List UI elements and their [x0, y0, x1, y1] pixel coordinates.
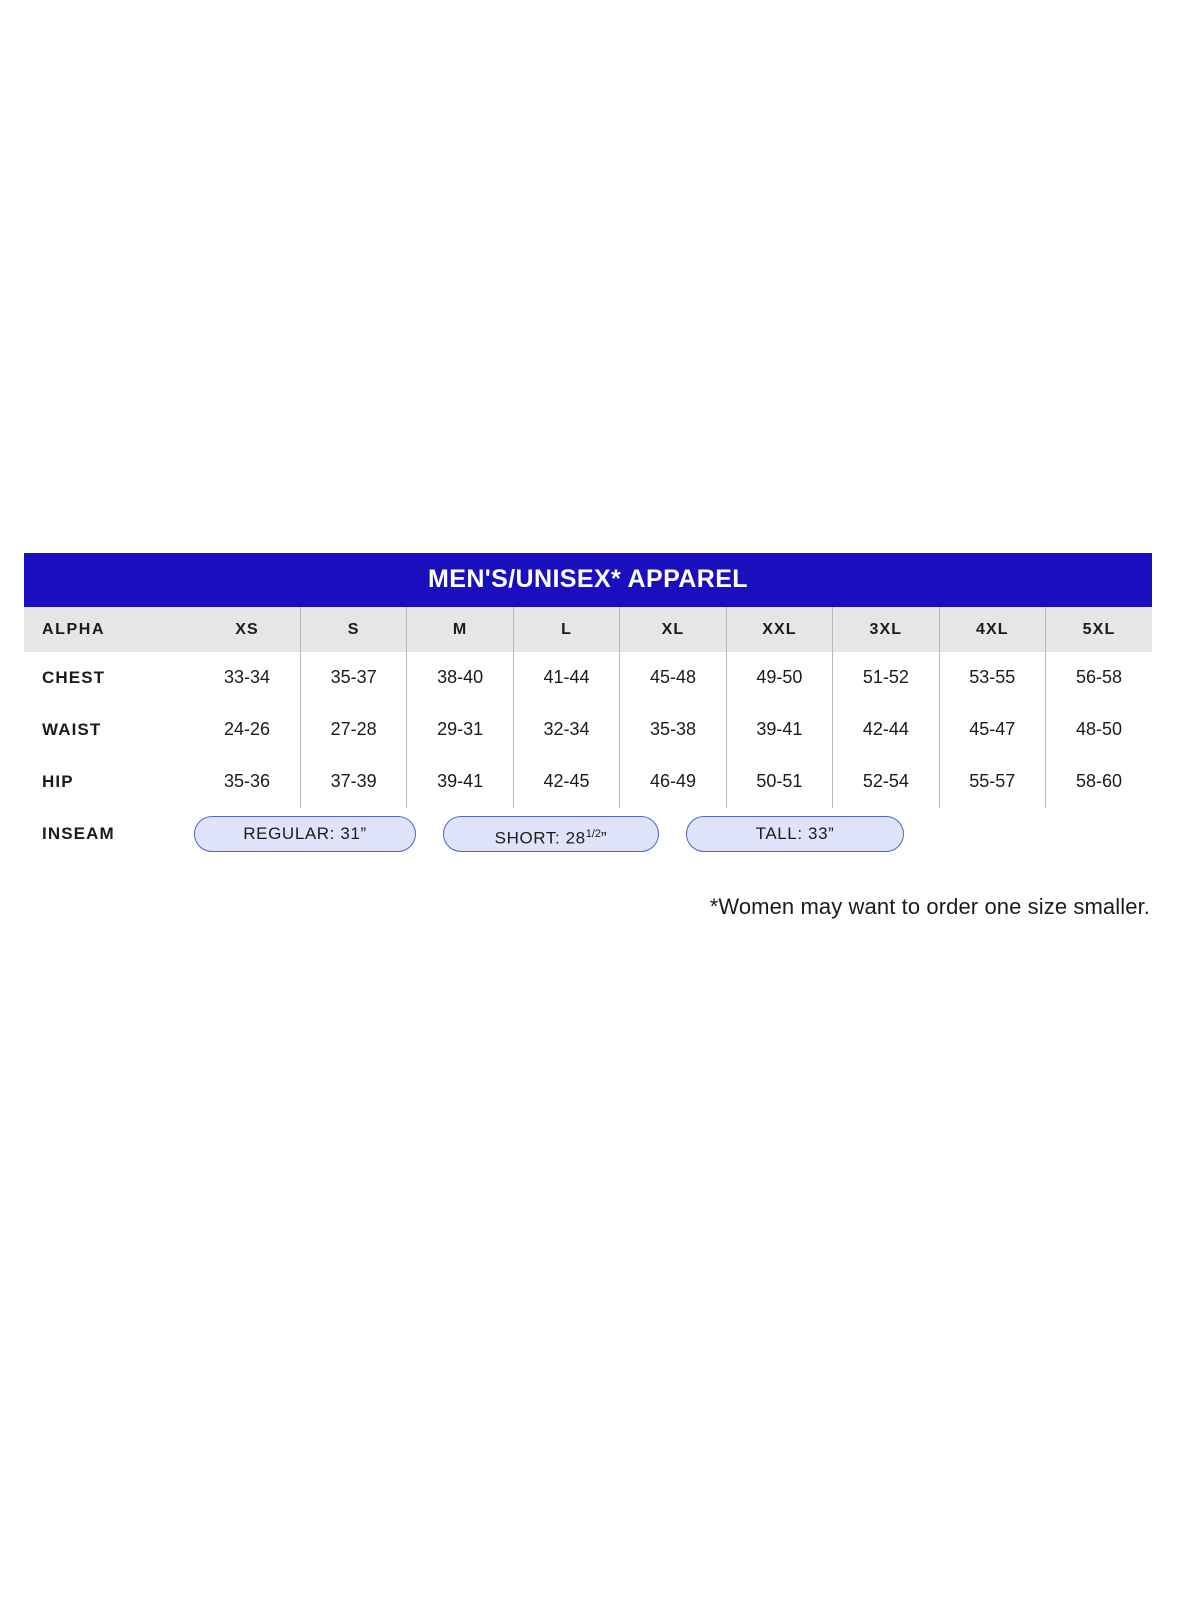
cell-chest-m: 38-40 [407, 652, 513, 704]
inseam-option-tall[interactable]: TALL: 33” [686, 816, 904, 852]
column-header-xxl: XXL [726, 607, 832, 652]
inseam-options [194, 816, 904, 852]
column-header-m: M [407, 607, 513, 652]
cell-waist-xxl: 39-41 [726, 704, 832, 756]
column-header-xs: XS [194, 607, 300, 652]
cell-chest-5xl: 56-58 [1075, 667, 1123, 687]
size-chart [24, 553, 1152, 920]
row-label-inseam: INSEAM [42, 824, 115, 843]
cell-hip-m: 39-41 [407, 756, 513, 808]
row-label-waist: WAIST [42, 719, 102, 739]
cell-chest-xxl: 49-50 [726, 652, 832, 704]
cell-chest-xs: 33-34 [194, 652, 300, 704]
column-header-4xl: 4XL [939, 607, 1045, 652]
chart-title: MEN'S/UNISEX* APPAREL [24, 553, 1152, 607]
table-body [24, 652, 1152, 808]
cell-hip-xxl: 50-51 [726, 756, 832, 808]
cell-waist-l: 32-34 [513, 704, 619, 756]
column-header-xl: XL [620, 607, 726, 652]
table-row [24, 704, 1152, 756]
cell-hip-4xl: 55-57 [939, 756, 1045, 808]
cell-hip-xl: 46-49 [620, 756, 726, 808]
cell-chest-3xl: 51-52 [833, 652, 939, 704]
cell-waist-3xl: 42-44 [833, 704, 939, 756]
column-header-5xl: 5XL [1082, 621, 1116, 638]
inseam-option-short-fraction: 1/2 [585, 828, 602, 840]
cell-hip-l: 42-45 [513, 756, 619, 808]
cell-hip-s: 37-39 [300, 756, 406, 808]
cell-chest-s: 35-37 [300, 652, 406, 704]
table-row [24, 756, 1152, 808]
column-header-l: L [513, 607, 619, 652]
inseam-option-short-suffix: ” [601, 828, 608, 848]
table-row [24, 652, 1152, 704]
table-header-row [24, 607, 1152, 652]
inseam-option-regular[interactable]: REGULAR: 31” [194, 816, 416, 852]
inseam-option-short[interactable] [443, 816, 659, 852]
column-header-3xl: 3XL [833, 607, 939, 652]
cell-hip-5xl: 58-60 [1075, 771, 1123, 791]
table-header [24, 607, 1152, 652]
inseam-option-short-prefix: SHORT: 28 [494, 828, 586, 848]
cell-chest-4xl: 53-55 [939, 652, 1045, 704]
cell-waist-4xl: 45-47 [939, 704, 1045, 756]
column-header-s: S [300, 607, 406, 652]
cell-chest-l: 41-44 [513, 652, 619, 704]
cell-waist-m: 29-31 [407, 704, 513, 756]
size-table [24, 607, 1152, 808]
cell-hip-3xl: 52-54 [833, 756, 939, 808]
cell-waist-xs: 24-26 [194, 704, 300, 756]
cell-hip-xs: 35-36 [194, 756, 300, 808]
cell-waist-5xl: 48-50 [1075, 719, 1123, 739]
inseam-row [24, 808, 1152, 862]
footnote: *Women may want to order one size smaller. [709, 894, 1150, 919]
column-header-alpha: ALPHA [42, 621, 106, 638]
cell-waist-s: 27-28 [300, 704, 406, 756]
row-label-hip: HIP [42, 771, 74, 791]
row-label-chest: CHEST [42, 667, 106, 687]
cell-waist-xl: 35-38 [620, 704, 726, 756]
cell-chest-xl: 45-48 [620, 652, 726, 704]
